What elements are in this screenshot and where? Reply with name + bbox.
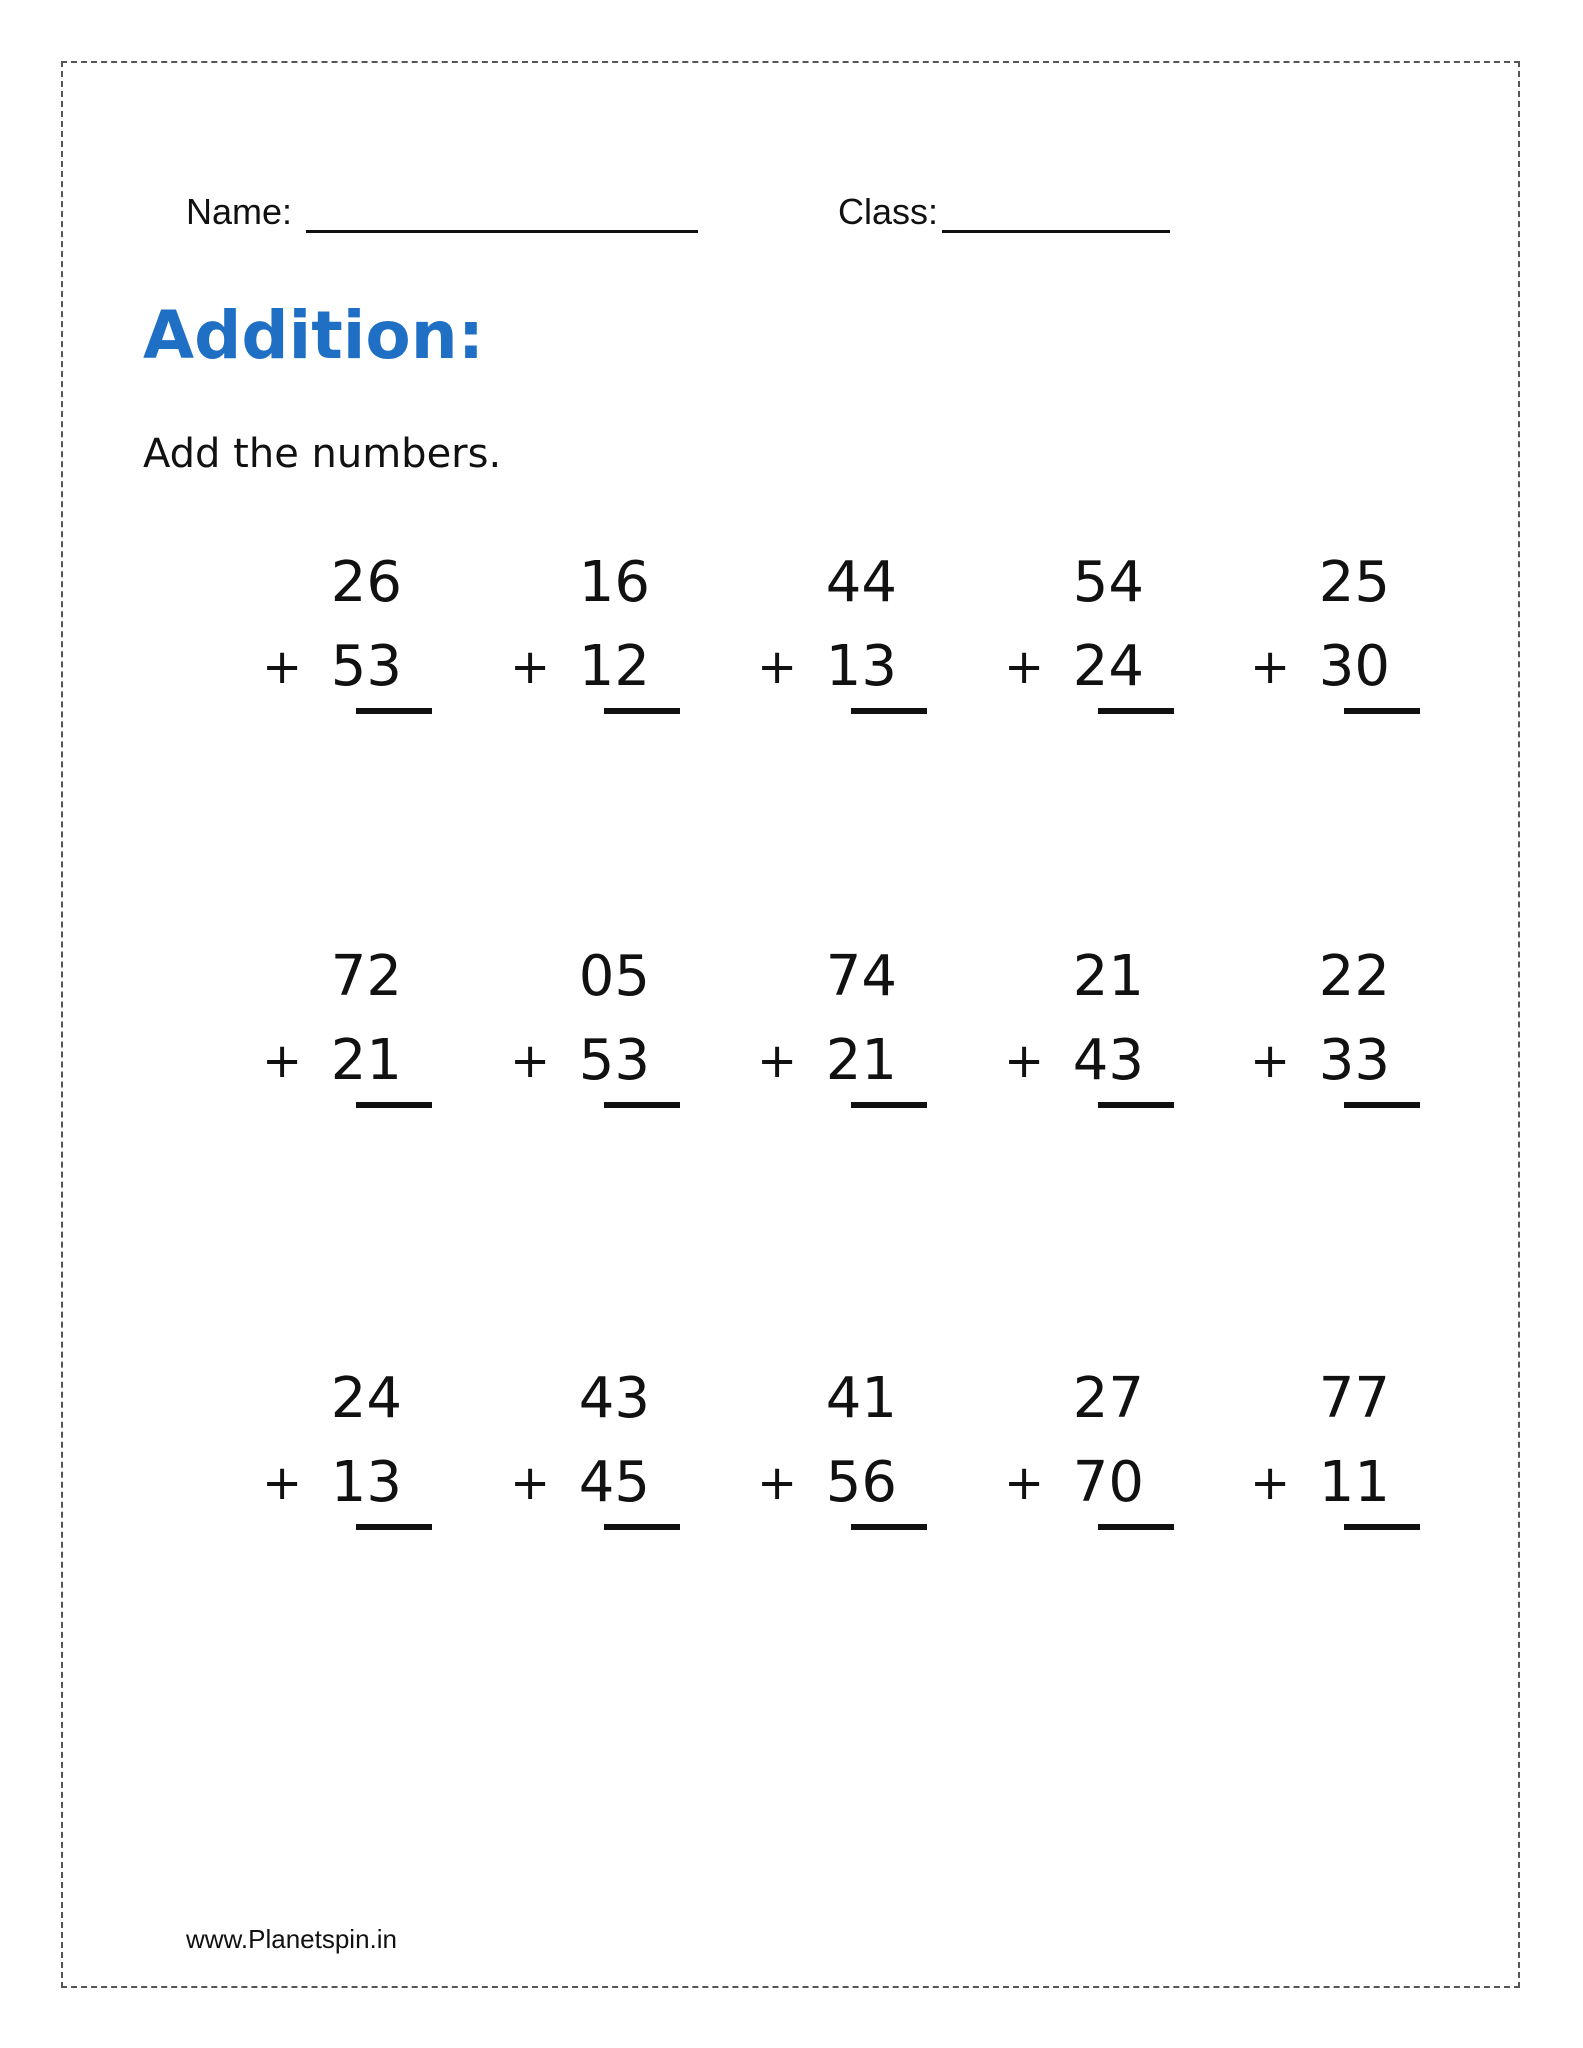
answer-line[interactable]	[356, 708, 432, 714]
bottom-addend: 53	[578, 1028, 650, 1093]
addition-problem	[1250, 1364, 1420, 1534]
plus-sign: +	[510, 1455, 551, 1511]
plus-sign: +	[262, 639, 303, 695]
addition-problem	[510, 548, 680, 718]
top-addend: 21	[1072, 944, 1144, 1009]
plus-sign: +	[1004, 1455, 1045, 1511]
plus-sign: +	[510, 639, 551, 695]
plus-sign: +	[757, 1033, 798, 1089]
addition-problem	[1250, 548, 1420, 718]
addition-problem	[262, 548, 432, 718]
top-addend: 43	[578, 1366, 650, 1431]
answer-line[interactable]	[604, 708, 680, 714]
addition-problem	[757, 548, 927, 718]
addition-problem	[510, 942, 680, 1112]
answer-line[interactable]	[1344, 708, 1420, 714]
top-addend: 27	[1072, 1366, 1144, 1431]
answer-line[interactable]	[1344, 1102, 1420, 1108]
answer-line[interactable]	[1098, 708, 1174, 714]
addition-problem	[1250, 942, 1420, 1112]
bottom-addend: 21	[330, 1028, 402, 1093]
name-field[interactable]	[306, 230, 698, 233]
plus-sign: +	[1250, 1033, 1291, 1089]
top-addend: 24	[330, 1366, 402, 1431]
plus-sign: +	[262, 1455, 303, 1511]
bottom-addend: 24	[1072, 634, 1144, 699]
footer-url: www.Planetspin.in	[186, 1924, 397, 1954]
bottom-addend: 12	[578, 634, 650, 699]
addition-problem	[262, 1364, 432, 1534]
plus-sign: +	[1004, 1033, 1045, 1089]
bottom-addend: 33	[1318, 1028, 1390, 1093]
page-title: Addition:	[143, 297, 485, 374]
top-addend: 22	[1318, 944, 1390, 1009]
answer-line[interactable]	[1344, 1524, 1420, 1530]
bottom-addend: 43	[1072, 1028, 1144, 1093]
bottom-addend: 53	[330, 634, 402, 699]
bottom-addend: 13	[330, 1450, 402, 1515]
bottom-addend: 70	[1072, 1450, 1144, 1515]
top-addend: 26	[330, 550, 402, 615]
answer-line[interactable]	[1098, 1524, 1174, 1530]
answer-line[interactable]	[851, 708, 927, 714]
top-addend: 74	[825, 944, 897, 1009]
plus-sign: +	[757, 1455, 798, 1511]
plus-sign: +	[510, 1033, 551, 1089]
name-label: Name:	[186, 191, 293, 232]
instructions: Add the numbers.	[143, 431, 502, 477]
answer-line[interactable]	[356, 1102, 432, 1108]
answer-line[interactable]	[851, 1524, 927, 1530]
answer-line[interactable]	[851, 1102, 927, 1108]
top-addend: 25	[1318, 550, 1390, 615]
top-addend: 05	[578, 944, 650, 1009]
plus-sign: +	[1250, 1455, 1291, 1511]
class-field[interactable]	[942, 230, 1170, 233]
bottom-addend: 56	[825, 1450, 897, 1515]
plus-sign: +	[1004, 639, 1045, 695]
plus-sign: +	[757, 639, 798, 695]
addition-problem	[757, 942, 927, 1112]
top-addend: 72	[330, 944, 402, 1009]
top-addend: 41	[825, 1366, 897, 1431]
top-addend: 16	[578, 550, 650, 615]
plus-sign: +	[1250, 639, 1291, 695]
addition-problem	[1004, 942, 1174, 1112]
bottom-addend: 21	[825, 1028, 897, 1093]
bottom-addend: 11	[1318, 1450, 1390, 1515]
answer-line[interactable]	[1098, 1102, 1174, 1108]
bottom-addend: 13	[825, 634, 897, 699]
top-addend: 44	[825, 550, 897, 615]
addition-problem	[262, 942, 432, 1112]
addition-problem	[510, 1364, 680, 1534]
addition-problem	[1004, 548, 1174, 718]
class-label: Class:	[838, 191, 939, 232]
top-addend: 77	[1318, 1366, 1390, 1431]
answer-line[interactable]	[604, 1102, 680, 1108]
addition-problem	[1004, 1364, 1174, 1534]
addition-problem	[757, 1364, 927, 1534]
plus-sign: +	[262, 1033, 303, 1089]
answer-line[interactable]	[604, 1524, 680, 1530]
bottom-addend: 30	[1318, 634, 1390, 699]
answer-line[interactable]	[356, 1524, 432, 1530]
top-addend: 54	[1072, 550, 1144, 615]
bottom-addend: 45	[578, 1450, 650, 1515]
